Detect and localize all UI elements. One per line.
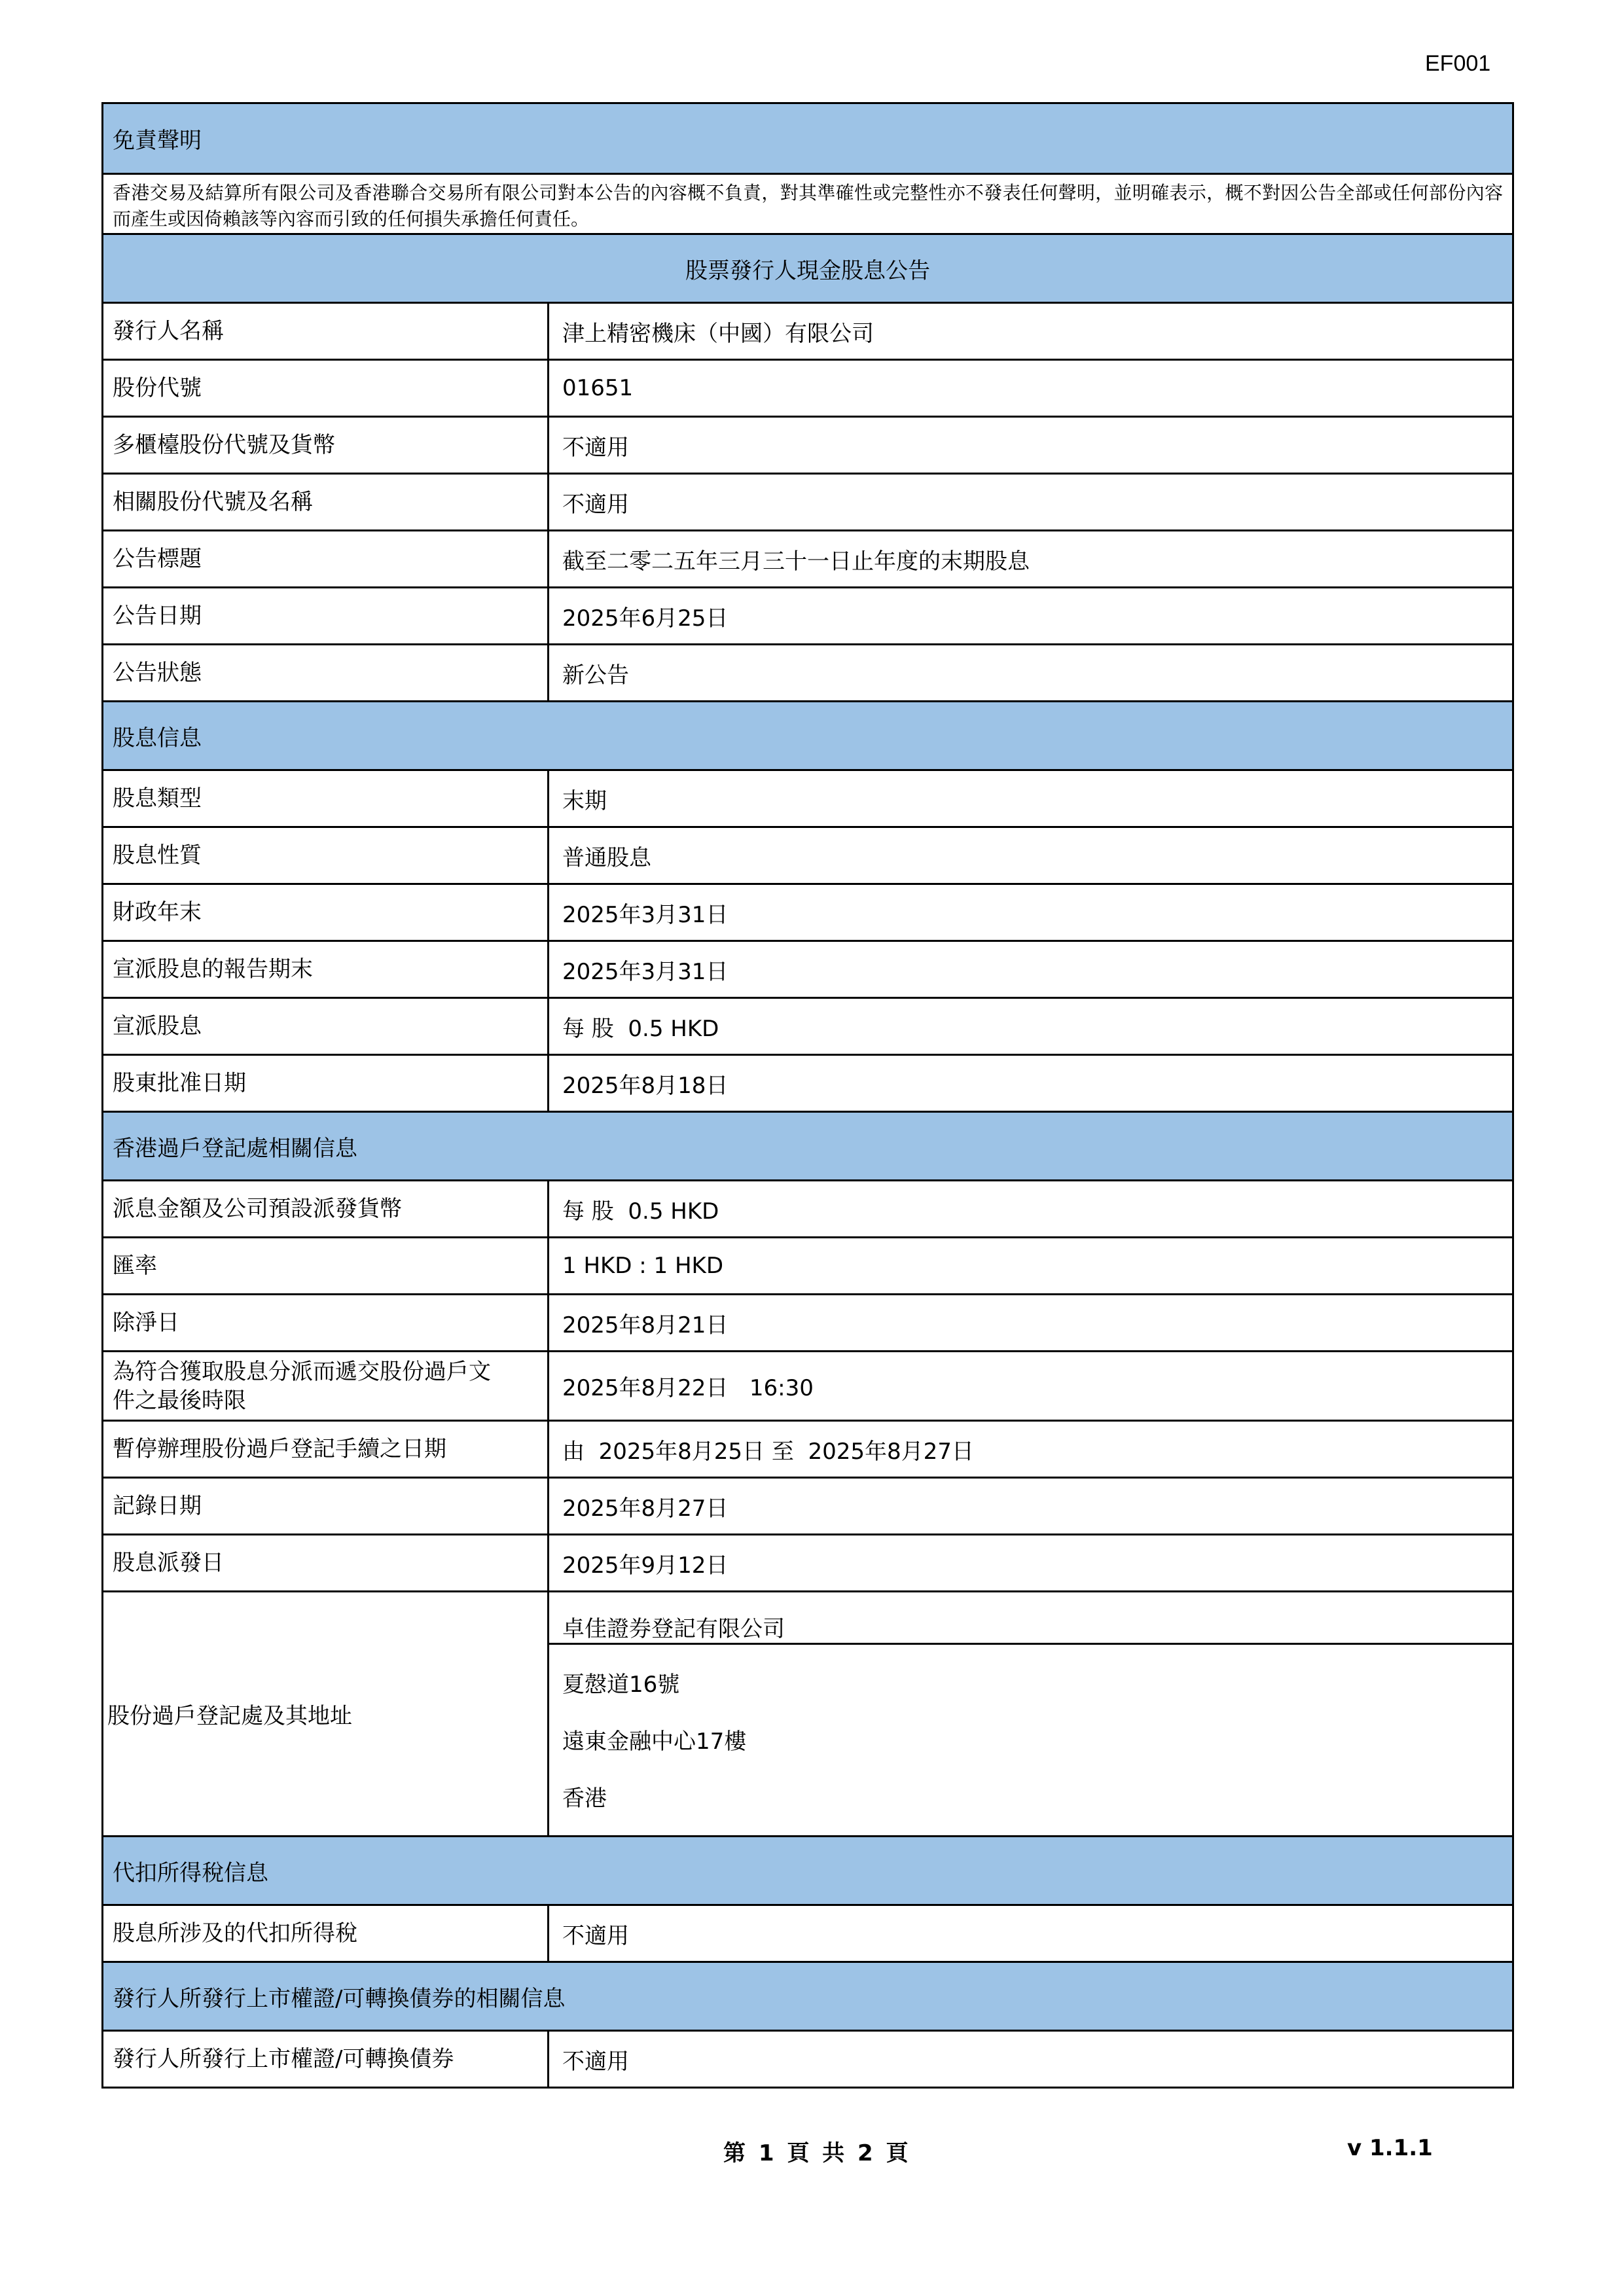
- table-row: [103, 2030, 1512, 2087]
- section-title: 股息信息: [113, 725, 202, 751]
- table-row: [103, 1350, 1512, 1420]
- field-value: 2025年8月27日: [562, 1495, 729, 1522]
- field-label: 多櫃檯股份代號及貨幣: [103, 418, 549, 473]
- field-value: 不適用: [562, 1922, 629, 1949]
- field-label: 股息派發日: [103, 1535, 549, 1590]
- registrar-label: 股份過戶登記處及其地址: [103, 1592, 549, 1835]
- field-value: 1 HKD : 1 HKD: [562, 1253, 724, 1279]
- field-value: 由 2025年8月25日 至 2025年8月27日: [562, 1438, 974, 1465]
- field-label: 發行人名稱: [103, 304, 549, 359]
- table-row: [103, 1904, 1512, 1961]
- field-value: 2025年8月22日 16:30: [562, 1375, 814, 1401]
- table-row: [103, 1179, 1512, 1236]
- version-label: v 1.1.1: [1347, 2135, 1433, 2161]
- form-code: EF001: [1425, 51, 1491, 76]
- table-row: [103, 643, 1512, 700]
- field-value: 2025年3月31日: [562, 958, 729, 985]
- field-value: 不適用: [562, 491, 629, 518]
- field-value: 不適用: [562, 434, 629, 461]
- field-label: 公告日期: [103, 588, 549, 643]
- field-label: 相關股份代號及名稱: [103, 475, 549, 529]
- table-row: [103, 359, 1512, 416]
- field-value: 新公告: [562, 662, 629, 689]
- field-value: 2025年6月25日: [562, 605, 729, 632]
- field-value: 01651: [562, 375, 634, 401]
- document-title-row: [103, 233, 1512, 302]
- table-row: [103, 302, 1512, 359]
- field-label: 股東批准日期: [103, 1056, 549, 1111]
- field-label: 股息性質: [103, 828, 549, 883]
- table-row: [103, 473, 1512, 529]
- field-value: 不適用: [562, 2048, 629, 2075]
- table-row: [103, 1054, 1512, 1111]
- address-line: 遠東金融中心17樓: [562, 1729, 747, 1755]
- field-value: 末期: [562, 787, 607, 814]
- section-header-withholding-tax: [103, 1835, 1512, 1904]
- field-label: 宣派股息的報告期末: [103, 942, 549, 997]
- table-row: [103, 940, 1512, 997]
- field-value: 每 股 0.5 HKD: [562, 1198, 719, 1225]
- announcement-table: [101, 102, 1514, 2089]
- field-label: 派息金額及公司預設派發貨幣: [103, 1181, 549, 1236]
- field-value: 截至二零二五年三月三十一日止年度的末期股息: [562, 548, 1030, 575]
- registrar-address: [549, 1645, 1512, 1835]
- table-row: [103, 997, 1512, 1054]
- section-title: 香港過戶登記處相關信息: [113, 1135, 357, 1162]
- table-row: [103, 883, 1512, 940]
- table-row: [103, 586, 1512, 643]
- field-value: 津上精密機床（中國）有限公司: [562, 320, 874, 347]
- field-label: 財政年末: [103, 885, 549, 940]
- field-label: 記錄日期: [103, 1479, 549, 1534]
- field-label: 股息所涉及的代扣所得稅: [103, 1906, 549, 1961]
- table-row: [103, 1534, 1512, 1590]
- table-row: [103, 769, 1512, 826]
- field-label: 宣派股息: [103, 999, 549, 1054]
- section-header-disclaimer: [103, 104, 1512, 173]
- section-title: 代扣所得稅信息: [113, 1859, 268, 1886]
- field-value: 2025年9月12日: [562, 1552, 729, 1579]
- address-line: 香港: [562, 1785, 607, 1812]
- document-title: 股票發行人現金股息公告: [685, 257, 930, 284]
- field-value: 2025年8月18日: [562, 1072, 729, 1099]
- field-label: 公告標題: [103, 531, 549, 586]
- address-line: 夏慤道16號: [562, 1672, 680, 1698]
- field-label: 除淨日: [103, 1295, 549, 1350]
- field-value: 普通股息: [562, 844, 651, 871]
- table-row: [103, 826, 1512, 883]
- field-label: 為符合獲取股息分派而遞交股份過戶文件之最後時限: [103, 1352, 549, 1420]
- field-value: 2025年3月31日: [562, 901, 729, 928]
- table-row: [103, 1477, 1512, 1534]
- section-header-warrants: [103, 1961, 1512, 2030]
- table-row: [103, 529, 1512, 586]
- section-header-hk-registrar: [103, 1111, 1512, 1179]
- field-label: 股息類型: [103, 771, 549, 826]
- section-header-dividend-info: [103, 700, 1512, 769]
- field-value: 每 股 0.5 HKD: [562, 1015, 719, 1042]
- table-row: [103, 1293, 1512, 1350]
- field-label: 公告狀態: [103, 645, 549, 700]
- table-row: [103, 1236, 1512, 1293]
- disclaimer-text: 香港交易及結算所有限公司及香港聯合交易所有限公司對本公告的內容概不負責，對其準確性或完整性亦不發表任何聲明，並明確表示，概不對因公告全部或任何部份內容而產生或因倚賴該等內容而引致的任何損失承擔任何責任。: [103, 173, 1512, 233]
- field-label: 股份代號: [103, 361, 549, 416]
- section-title: 發行人所發行上市權證/可轉換債券的相關信息: [113, 1985, 566, 2012]
- field-label: 暫停辦理股份過戶登記手續之日期: [103, 1422, 549, 1477]
- field-label: 匯率: [103, 1238, 549, 1293]
- field-value: 2025年8月21日: [562, 1312, 729, 1338]
- table-row: [103, 1420, 1512, 1477]
- page-indicator: 第 1 頁 共 2 頁: [723, 2140, 911, 2166]
- registrar-name: 卓佳證券登記有限公司: [549, 1592, 1512, 1645]
- section-title: 免責聲明: [113, 128, 202, 154]
- table-row: [103, 416, 1512, 473]
- registrar-details: [549, 1592, 1512, 1835]
- field-label: 發行人所發行上市權證/可轉換債券: [103, 2032, 549, 2087]
- registrar-row: [103, 1590, 1512, 1835]
